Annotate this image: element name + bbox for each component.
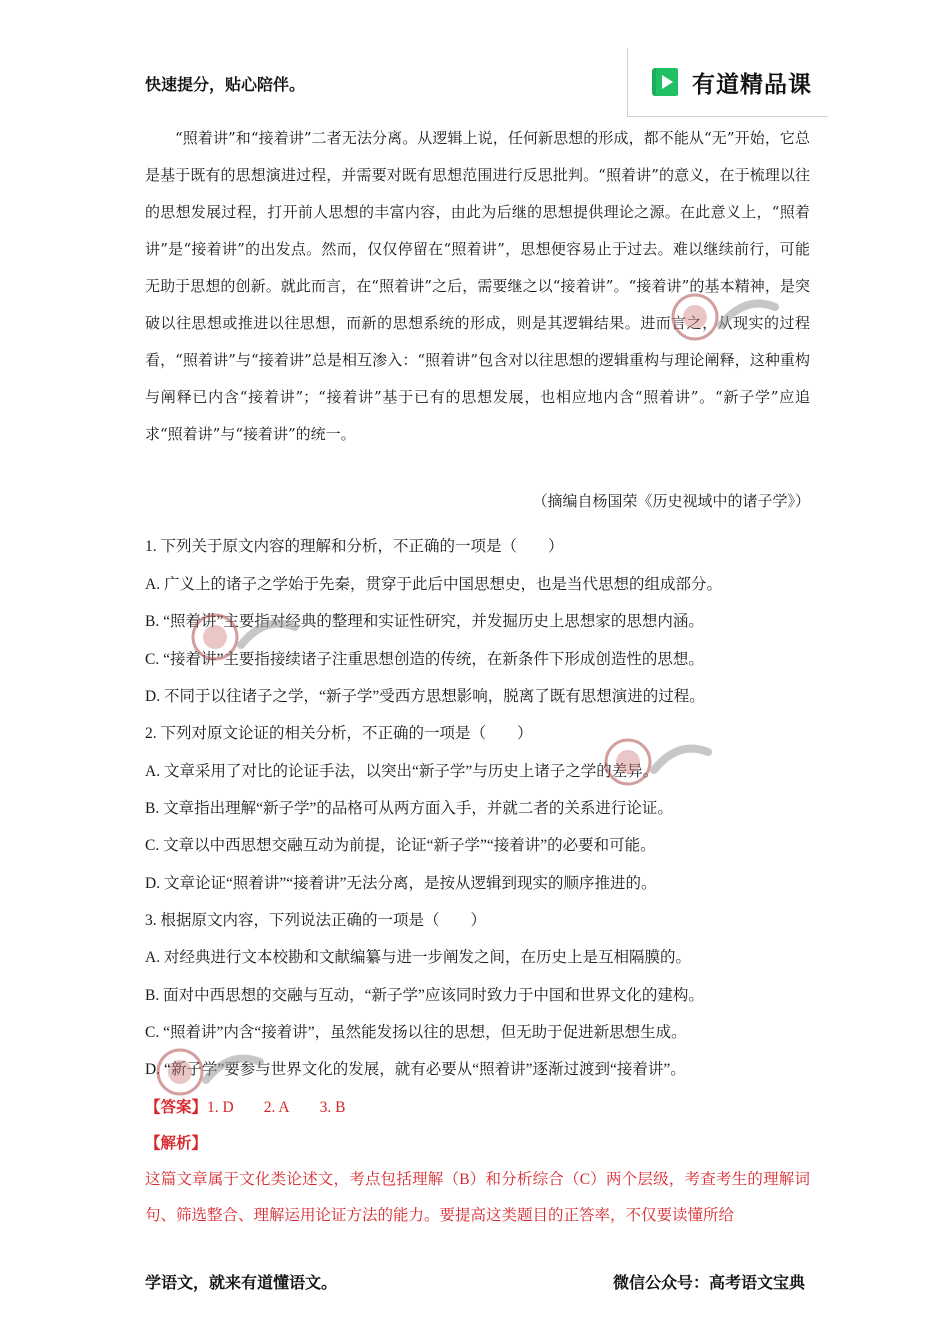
footer-right: 微信公众号：高考语文宝典 bbox=[612, 1273, 805, 1292]
answer-line bbox=[145, 1095, 345, 1117]
passage-text: “照着讲”和“接着讲”二者无法分离。从逻辑上说，任何新思想的形成，都不能从“无”开始，它总是基于既有的思想演进过程，并需要对既有思想范围进行反思批判。“照着讲”的意义，在于梳理以往的思想发展过程，打开前人思想的丰富内容，由此为后继的思想提供理论之源。在此意义上，“照着讲”是“接着讲”的出发点。然而，仅仅停留在“照着讲”，思想便容易止于过去。难以继续前行，可能无助于思想的创新。就此而言，在“照着讲”之后，需要继之以“接着讲”。“接着讲”的基本精神，是突破以往思想或推进以往思想，而新的思想系统的形成，则是其逻辑结果。进而言之，从现实的过程看，“照着讲”与“接着讲”总是相互渗入：“照着讲”包含对以往思想的逻辑重构与理论阐释，这种重构与阐释已内含“接着讲”；“接着讲”基于已有的思想发展，也相应地内含“照着讲”。“新子学”应追求“照着讲”与“接着讲”的统一。 bbox=[145, 129, 810, 443]
footer-left: 学语文，就来有道懂语文。 bbox=[145, 1273, 338, 1292]
question-2-option-b: B. 文章指出理解“新子学”的品格可从两方面入手，并就二者的关系进行论证。 bbox=[145, 800, 673, 817]
question-3-stem: 3. 根据原文内容，下列说法正确的一项是（ ） bbox=[145, 912, 487, 929]
question-2-option-c: C. 文章以中西思想交融互动为前提，论证“新子学”“接着讲”的必要和可能。 bbox=[145, 837, 656, 854]
question-3-option-c: C. “照着讲”内含“接着讲”，虽然能发扬以往的思想，但无助于促进新思想生成。 bbox=[145, 1024, 687, 1041]
play-logo-icon bbox=[650, 66, 682, 98]
question-3-option-d: D. “新子学”要参与世界文化的发展，就有必要从“照着讲”逐渐过渡到“接着讲”。 bbox=[145, 1061, 686, 1078]
header-slogan: 快速提分，贴心陪伴。 bbox=[145, 75, 306, 94]
question-1-option-b: B. “照着讲”主要指对经典的整理和实证性研究，并发掘历史上思想家的思想内涵。 bbox=[145, 613, 704, 630]
question-2-option-a: A. 文章采用了对比的论证手法，以突出“新子学”与历史上诸子之学的差异。 bbox=[145, 763, 659, 780]
question-1-option-d: D. 不同于以往诸子之学，“新子学”受西方思想影响，脱离了既有思想演进的过程。 bbox=[145, 688, 705, 705]
passage-source: （摘编自杨国荣《历史视域中的诸子学》） bbox=[532, 492, 810, 510]
answer-label: 【答案】 bbox=[145, 1099, 208, 1116]
question-3-option-b: B. 面对中西思想的交融与互动，“新子学”应该同时致力于中国和世界文化的建构。 bbox=[145, 987, 704, 1004]
question-2-option-d: D. 文章论证“照着讲”“接着讲”无法分离，是按从逻辑到现实的顺序推进的。 bbox=[145, 875, 657, 892]
question-1-option-c: C. “接着讲”主要指接续诸子注重思想创造的传统，在新条件下形成创造性的思想。 bbox=[145, 651, 704, 668]
question-3-option-a: A. 对经典进行文本校勘和文献编纂与进一步阐发之间，在历史上是互相隔膜的。 bbox=[145, 949, 691, 966]
question-2-stem: 2. 下列对原文论证的相关分析，不正确的一项是（ ） bbox=[145, 725, 533, 742]
question-1-stem: 1. 下列关于原文内容的理解和分析，不正确的一项是（ ） bbox=[145, 538, 564, 555]
question-1-option-a: A. 广义上的诸子之学始于先秦，贯穿于此后中国思想史，也是当代思想的组成部分。 bbox=[145, 576, 722, 593]
analysis-label: 【解析】 bbox=[145, 1135, 208, 1152]
answer-item-3: 3. B bbox=[319, 1099, 346, 1116]
logo-text: 有道精品课 bbox=[692, 72, 812, 98]
logo bbox=[627, 48, 828, 117]
answer-item-2: 2. A bbox=[263, 1099, 290, 1116]
answer-item-1: 1. D bbox=[207, 1099, 234, 1116]
analysis-text: 这篇文章属于文化类论述文，考点包括理解（B）和分析综合（C）两个层级，考查考生的理解词句、筛选整合、理解运用论证方法的能力。要提高这类题目的正答率，不仅要读懂所给 bbox=[145, 1171, 810, 1224]
